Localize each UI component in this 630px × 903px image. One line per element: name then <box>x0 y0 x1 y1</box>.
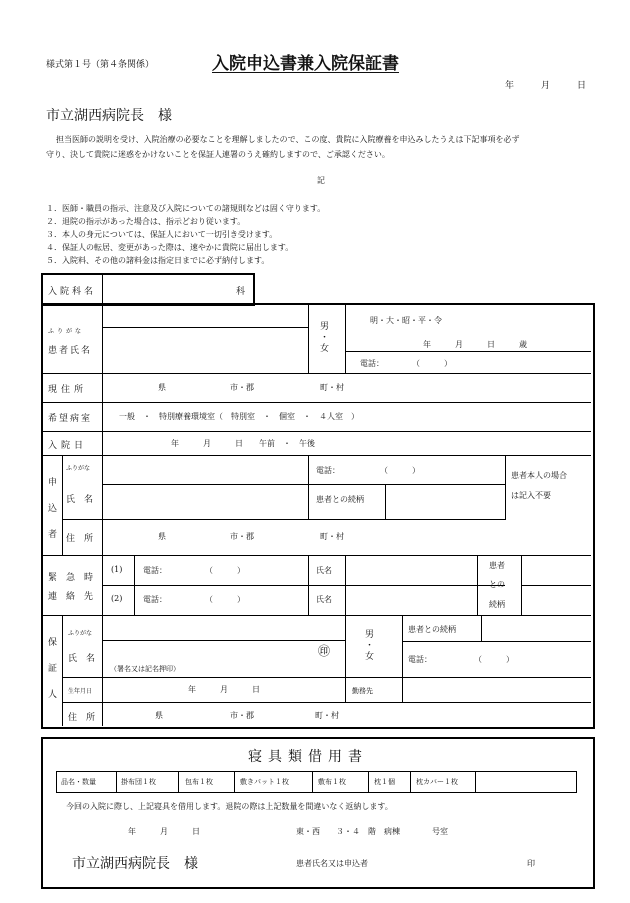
addressee: 市立湖西病院長 様 <box>46 108 172 124</box>
bedding-title: 寝具類借用書 <box>248 749 368 765</box>
bedding-seal: 印 <box>527 859 535 868</box>
emergency-2-name-input[interactable] <box>347 587 477 614</box>
guarantor-address-label: 住 所 <box>68 713 96 723</box>
bedding-col-cover[interactable]: 包布１枚 <box>185 778 213 786</box>
department-label: 入院科名 <box>48 287 97 297</box>
emergency-2-number: (2) <box>111 594 123 603</box>
bedding-col-pillow[interactable]: 枕１個 <box>374 778 395 786</box>
rule-item-3: ３．本人の身元については、保証人において一切引き受けます。 <box>46 230 278 239</box>
self-note-2: は記入不要 <box>511 491 551 500</box>
page-title: 入院申込書兼入院保証書 <box>212 54 399 74</box>
bedding-col-pillowcase[interactable]: 枕カバー１枚 <box>416 778 458 786</box>
bedding-date[interactable]: 年 月 日 <box>128 827 200 836</box>
self-note-1: 患者本人の場合 <box>511 471 567 480</box>
bedding-addressee: 市立湖西病院長 様 <box>72 856 198 872</box>
rule-item-2: ２．退院の指示があった場合は、指示どおり従います。 <box>46 217 246 226</box>
applicant-address-pref: 県 <box>158 532 166 541</box>
guarantor-relation-label: 患者との続柄 <box>408 625 456 634</box>
bedding-col-header: 品名・数量 <box>61 778 96 786</box>
bedding-signer-input[interactable] <box>380 852 520 872</box>
applicant-furigana-label: ふりがな <box>66 465 91 472</box>
intro-line-2: 守り、決して貴院に迷惑をかけないことを保証人連署のうえ確約しますので、ご承認ください。 <box>46 150 390 159</box>
applicant-tel-paren[interactable]: （ ） <box>380 466 420 475</box>
rule-item-4: ４．保証人の転居、変更があった際は、速やかに貴院に届出します。 <box>46 243 294 252</box>
guarantor-label: 保証人 <box>48 638 58 700</box>
applicant-address-town: 町・村 <box>320 532 344 541</box>
relation-short-3: 続柄 <box>489 600 505 609</box>
patient-name-input[interactable] <box>104 329 307 372</box>
emergency-2-name-label: 氏名 <box>316 595 332 604</box>
bedding-statement: 今回の入院に際し、上記寝具を借用します。退院の際は上記数量を間違いなく返納します。 <box>66 802 393 811</box>
applicant-name-input[interactable] <box>104 486 307 518</box>
patient-tel-label: 電話： <box>360 359 384 368</box>
address-pref: 県 <box>158 383 166 392</box>
patient-era[interactable]: 明・大・昭・平・令 <box>370 316 442 325</box>
department-input[interactable] <box>104 276 229 300</box>
applicant-address-city: 市・郡 <box>230 532 254 541</box>
patient-furigana-label: ふりがな <box>48 328 85 335</box>
bedding-ward[interactable]: 東・西 ３・４ 階 病棟 号室 <box>296 827 448 836</box>
room-label: 希望病室 <box>48 414 93 424</box>
bedding-signer-label: 患者氏名又は申込者 <box>296 859 368 868</box>
ki-label: 記 <box>317 176 325 185</box>
address-city: 市・郡 <box>230 383 254 392</box>
guarantor-name-input[interactable] <box>104 642 304 662</box>
emergency-label-2: 連 絡 先 <box>48 592 94 602</box>
guarantor-tel-label: 電話： <box>408 655 432 664</box>
emergency-1-name-input[interactable] <box>347 557 477 584</box>
relation-short-1: 患者 <box>489 561 505 570</box>
guarantor-dob[interactable]: 年 月 日 <box>188 685 260 694</box>
seal-mark: ㊞ <box>318 644 331 658</box>
admit-value[interactable]: 年 月 日 午前 ・ 午後 <box>171 439 315 448</box>
relation-short-2: との <box>489 580 505 589</box>
patient-tel-paren[interactable]: （ ） <box>412 359 452 368</box>
applicant-relation-label: 患者との続柄 <box>316 495 364 504</box>
emergency-label-1: 緊 急 時 <box>48 573 94 583</box>
guarantor-dob-label: 生年月日 <box>68 688 93 695</box>
guarantor-address-city: 市・郡 <box>230 711 254 720</box>
emergency-1-tel-label: 電話： <box>143 566 167 575</box>
emergency-2-tel-label: 電話： <box>143 595 167 604</box>
bedding-col-futon[interactable]: 掛布団１枚 <box>121 778 156 786</box>
patient-name-label: 患者氏名 <box>48 346 93 356</box>
guarantor-tel[interactable]: （ ） <box>474 655 514 664</box>
emergency-1-number: (1) <box>111 565 123 574</box>
form-number: 様式第１号（第４条関係） <box>46 60 155 70</box>
patient-birth: 年 月 日 歳 <box>423 340 527 349</box>
emergency-2-tel[interactable]: （ ） <box>205 595 245 604</box>
address-input[interactable] <box>104 375 590 401</box>
header-date: 年 月 日 <box>505 81 587 91</box>
applicant-name-label: 氏 名 <box>66 495 94 505</box>
guarantor-address-town: 町・村 <box>315 711 339 720</box>
address-town: 町・村 <box>320 383 344 392</box>
guarantor-address-pref: 県 <box>155 711 163 720</box>
applicant-address-label: 住 所 <box>66 534 94 544</box>
bedding-col-pad[interactable]: 敷きパット１枚 <box>240 778 289 786</box>
department-suffix: 科 <box>236 287 246 297</box>
guarantor-furigana-label: ふりがな <box>68 630 93 637</box>
guarantor-work-input[interactable] <box>404 679 590 701</box>
patient-sex-label[interactable]: 男 ・ 女 <box>320 322 330 354</box>
sign-note: （署名又は記名押印） <box>110 665 180 673</box>
bedding-col-sheet[interactable]: 敷布１枚 <box>318 778 346 786</box>
intro-line-1: 担当医師の説明を受け、入院治療の必要なことを理解しましたので、この度、貴院に入院療養を申込みしたうえは下記事項を必ず <box>56 135 520 144</box>
guarantor-name-label: 氏 名 <box>68 654 96 664</box>
applicant-tel-label: 電話： <box>316 466 340 475</box>
rule-item-5: ５．入院料、その他の諸料金は指定日までに必ず納付します。 <box>46 256 270 265</box>
address-label: 現住所 <box>48 385 88 395</box>
emergency-1-tel[interactable]: （ ） <box>205 566 245 575</box>
guarantor-work-label: 勤務先 <box>352 687 373 695</box>
rule-item-1: １．医師・職員の指示、注意及び入院についての諸規則などは固く守ります。 <box>46 204 326 213</box>
patient-furigana-input[interactable] <box>104 307 307 326</box>
admit-label: 入院日 <box>48 441 88 451</box>
guarantor-sex-label[interactable]: 男 ・ 女 <box>365 630 375 662</box>
room-options[interactable]: 一般 ・ 特別療養環境室（ 特別室 ・ 個室 ・ ４人室 ） <box>119 412 359 421</box>
emergency-1-name-label: 氏名 <box>316 566 332 575</box>
applicant-label: 申込者 <box>48 478 58 540</box>
